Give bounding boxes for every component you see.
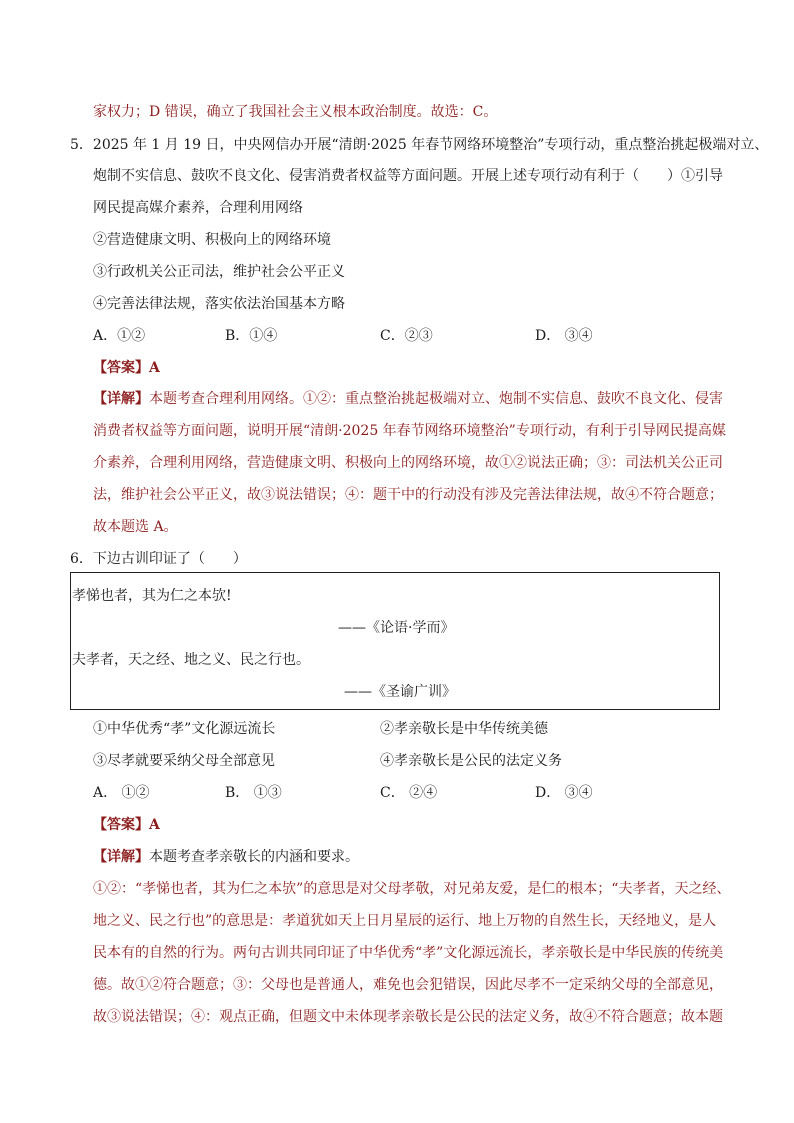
q6-choice-a: A． ①② [93, 785, 150, 801]
q6-quote-1: 孝悌也者，其为仁之本欤! [72, 588, 232, 604]
q6-choice-d: D． ③④ [535, 785, 593, 801]
q5-choice-a: A．①② [93, 328, 146, 344]
q5-answer-label: 【答案】 [93, 360, 149, 376]
q5-detail-text-1: 本题考查合理利用网络。①②：重点整治挑起极端对立、炮制不实信息、鼓吹不良文化、侵害 [149, 391, 723, 407]
q6-quote-2: 夫孝者，天之经、地之义、民之行也。 [72, 652, 310, 668]
q5-detail-label: 【详解】 [93, 391, 149, 407]
q6-source-1: ——《论语·学而》 [338, 620, 455, 636]
q5-option-4: ④完善法律法规，落实依法治国基本方略 [93, 296, 345, 312]
q6-option-4: ④孝亲敬长是公民的法定义务 [380, 753, 562, 769]
q6-detail-intro: 本题考查孝亲敬长的内涵和要求。 [149, 849, 359, 865]
q5-detail-line-3: 介素养，合理利用网络，营造健康文明、积极向上的网络环境，故①②说法正确；③：司法机关公正司 [93, 455, 723, 471]
q6-detail-label: 【详解】 [93, 849, 149, 865]
q6-option-3: ③尽孝就要采纳父母全部意见 [93, 753, 275, 769]
q5-detail-line-4: 法，维护社会公平正义，故③说法错误；④：题干中的行动没有涉及完善法律法规，故④不符合题意； [93, 487, 723, 503]
q5-detail-line-1 [93, 390, 723, 408]
q5-detail-line-5: 故本题选 A。 [93, 519, 178, 535]
q5-option-3: ③行政机关公正司法，维护社会公平正义 [93, 264, 345, 280]
q6-answer-label: 【答案】 [93, 817, 149, 833]
q6-source-2: ——《圣谕广训》 [344, 684, 456, 700]
q5-choice-d: D． ③④ [535, 328, 593, 344]
q6-option-2: ②孝亲敬长是中华传统美德 [380, 721, 548, 737]
q6-choice-c: C． ②④ [380, 785, 438, 801]
prev-question-detail-end: 家权力；D 错误，确立了我国社会主义根本政治制度。故选：C。 [93, 104, 498, 120]
q6-detail-intro-line [93, 848, 359, 866]
q6-choice-b: B． ①③ [225, 785, 282, 801]
q5-stem-line-3: 网民提高媒介素养，合理利用网络 [93, 200, 303, 216]
q6-detail-line-5: 故③说法错误；④：观点正确，但题文中未体现孝亲敬长是公民的法定义务，故④不符合题意；故本题 [93, 1009, 723, 1025]
q5-stem-line-1: 5．2025 年 1 月 19 日，中央网信办开展“清朗·2025 年春节网络环境整治”专项行动，重点整治挑起极端对立、 [70, 137, 769, 153]
q6-answer-value: A [149, 817, 160, 833]
q6-stem: 6．下边古训印证了（ ） [70, 551, 247, 567]
q6-detail-line-1: ①②：“孝悌也者，其为仁之本欤”的意思是对父母孝敬，对兄弟友爱，是仁的根本；“夫孝者，天之经、 [93, 881, 731, 897]
q6-answer [93, 816, 160, 834]
q5-option-2: ②营造健康文明、积极向上的网络环境 [93, 232, 331, 248]
q6-detail-line-4: 德。故①②符合题意；③：父母也是普通人，难免也会犯错误，因此尽孝不一定采纳父母的全部意见， [93, 977, 723, 993]
q5-answer-value: A [149, 360, 160, 376]
q6-detail-line-2: 地之义、民之行也”的意思是：孝道犹如天上日月星辰的运行、地上万物的自然生长，天经地义，是人 [93, 913, 717, 929]
q5-choice-b: B．①④ [225, 328, 278, 344]
q5-stem-line-2: 炮制不实信息、鼓吹不良文化、侵害消费者权益等方面问题。开展上述专项行动有利于（ ）①引导 [93, 168, 723, 184]
q5-answer [93, 359, 160, 377]
q5-choice-c: C．②③ [380, 328, 433, 344]
q6-detail-line-3: 民本有的自然的行为。两句古训共同印证了中华优秀“孝”文化源远流长，孝亲敬长是中华民族的传统美 [93, 945, 724, 961]
q5-detail-line-2: 消费者权益等方面问题，说明开展“清朗·2025 年春节网络环境整治”专项行动，有利于引导网民提高媒 [93, 423, 726, 439]
q6-option-1: ①中华优秀“孝”文化源远流长 [93, 721, 276, 737]
